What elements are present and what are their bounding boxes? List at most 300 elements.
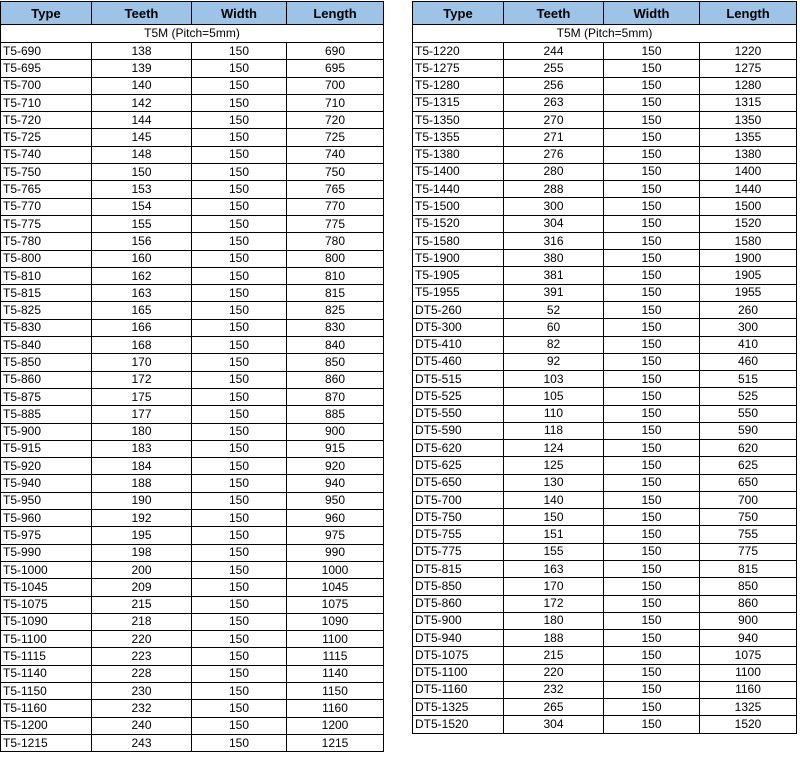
table-row: [1, 734, 384, 751]
cell-teeth: 153: [92, 181, 192, 198]
cell-type: DT5-940: [413, 630, 504, 647]
cell-length: 1115: [287, 648, 384, 665]
cell-length: 650: [700, 474, 797, 491]
cell-teeth: 195: [92, 527, 192, 544]
cell-type: DT5-900: [413, 612, 504, 629]
cell-width: 150: [604, 371, 700, 388]
cell-type: DT5-1520: [413, 716, 504, 733]
cell-type: T5-940: [1, 475, 92, 492]
table-row: [1, 596, 384, 613]
cell-width: 150: [192, 527, 287, 544]
table-row: [1, 302, 384, 319]
table-row: [1, 579, 384, 596]
cell-teeth: 223: [92, 648, 192, 665]
cell-type: T5-1000: [1, 561, 92, 578]
cell-length: 1900: [700, 250, 797, 267]
cell-length: 525: [700, 388, 797, 405]
cell-length: 590: [700, 422, 797, 439]
table-row: [1, 164, 384, 181]
table-row: [413, 388, 797, 405]
cell-teeth: 160: [92, 250, 192, 267]
cell-width: 150: [192, 198, 287, 215]
cell-type: DT5-620: [413, 440, 504, 457]
cell-type: T5-1140: [1, 665, 92, 682]
cell-type: T5-725: [1, 129, 92, 146]
cell-teeth: 170: [504, 578, 604, 595]
table-row: [1, 112, 384, 129]
cell-teeth: 256: [504, 77, 604, 94]
cell-teeth: 220: [504, 664, 604, 681]
table-row: [1, 682, 384, 699]
table-row: [1, 648, 384, 665]
cell-width: 150: [192, 112, 287, 129]
table-row: [413, 509, 797, 526]
cell-width: 150: [192, 682, 287, 699]
table-row: [1, 77, 384, 94]
table-row: [413, 612, 797, 629]
cell-length: 940: [700, 630, 797, 647]
cell-type: DT5-1100: [413, 664, 504, 681]
cell-length: 870: [287, 388, 384, 405]
cell-teeth: 190: [92, 492, 192, 509]
cell-length: 1580: [700, 232, 797, 249]
cell-width: 150: [604, 129, 700, 146]
table-row: [413, 371, 797, 388]
cell-length: 915: [287, 440, 384, 457]
cell-width: 150: [604, 336, 700, 353]
cell-teeth: 138: [92, 43, 192, 60]
cell-width: 150: [604, 422, 700, 439]
cell-teeth: 288: [504, 181, 604, 198]
cell-teeth: 110: [504, 405, 604, 422]
table-row: [413, 681, 797, 698]
table-row: [1, 510, 384, 527]
cell-type: DT5-625: [413, 457, 504, 474]
cell-width: 150: [604, 560, 700, 577]
header-length: Length: [287, 2, 384, 25]
cell-teeth: 265: [504, 699, 604, 716]
cell-length: 1280: [700, 77, 797, 94]
cell-type: T5-1160: [1, 700, 92, 717]
cell-type: T5-1380: [413, 146, 504, 163]
table-row: [413, 353, 797, 370]
cell-type: T5-1355: [413, 129, 504, 146]
cell-teeth: 192: [92, 510, 192, 527]
cell-length: 830: [287, 319, 384, 336]
cell-teeth: 148: [92, 146, 192, 163]
cell-type: T5-885: [1, 406, 92, 423]
cell-width: 150: [604, 612, 700, 629]
table-row: [1, 406, 384, 423]
cell-teeth: 140: [92, 77, 192, 94]
cell-type: T5-1350: [413, 112, 504, 129]
cell-teeth: 168: [92, 337, 192, 354]
cell-type: T5-950: [1, 492, 92, 509]
cell-teeth: 230: [92, 682, 192, 699]
cell-teeth: 52: [504, 301, 604, 318]
cell-teeth: 92: [504, 353, 604, 370]
cell-type: T5-815: [1, 285, 92, 302]
cell-width: 150: [192, 561, 287, 578]
cell-width: 150: [192, 285, 287, 302]
table-row: [1, 665, 384, 682]
cell-teeth: 380: [504, 250, 604, 267]
cell-width: 150: [604, 474, 700, 491]
cell-teeth: 162: [92, 267, 192, 284]
table-row: [413, 215, 797, 232]
cell-teeth: 243: [92, 734, 192, 751]
table-row: [1, 527, 384, 544]
cell-teeth: 154: [92, 198, 192, 215]
cell-length: 780: [287, 233, 384, 250]
cell-teeth: 391: [504, 284, 604, 301]
table-row: [1, 181, 384, 198]
cell-teeth: 180: [92, 423, 192, 440]
table-row: [413, 526, 797, 543]
table-row: [413, 647, 797, 664]
cell-type: T5-1220: [413, 43, 504, 60]
cell-type: T5-1150: [1, 682, 92, 699]
cell-type: T5-915: [1, 440, 92, 457]
cell-type: T5-780: [1, 233, 92, 250]
table-row: [413, 440, 797, 457]
cell-length: 460: [700, 353, 797, 370]
cell-width: 150: [192, 388, 287, 405]
table-row: [413, 319, 797, 336]
cell-width: 150: [192, 406, 287, 423]
cell-teeth: 155: [92, 215, 192, 232]
cell-width: 150: [192, 77, 287, 94]
cell-length: 1075: [700, 647, 797, 664]
table-row: [1, 613, 384, 630]
cell-type: T5-850: [1, 354, 92, 371]
table-row: [413, 129, 797, 146]
cell-type: T5-990: [1, 544, 92, 561]
cell-type: DT5-775: [413, 543, 504, 560]
cell-length: 750: [700, 509, 797, 526]
cell-width: 150: [604, 630, 700, 647]
cell-length: 990: [287, 544, 384, 561]
header-type: Type: [1, 2, 92, 25]
cell-width: 150: [192, 337, 287, 354]
cell-type: T5-810: [1, 267, 92, 284]
cell-length: 300: [700, 319, 797, 336]
cell-teeth: 166: [92, 319, 192, 336]
table-row: [413, 146, 797, 163]
cell-length: 840: [287, 337, 384, 354]
cell-teeth: 155: [504, 543, 604, 560]
cell-teeth: 228: [92, 665, 192, 682]
cell-length: 1090: [287, 613, 384, 630]
cell-length: 1355: [700, 129, 797, 146]
cell-width: 150: [192, 458, 287, 475]
cell-width: 150: [604, 457, 700, 474]
cell-length: 750: [287, 164, 384, 181]
cell-width: 150: [192, 717, 287, 734]
cell-length: 700: [287, 77, 384, 94]
cell-type: DT5-750: [413, 509, 504, 526]
cell-length: 1520: [700, 716, 797, 733]
cell-teeth: 165: [92, 302, 192, 319]
cell-length: 1160: [287, 700, 384, 717]
cell-teeth: 144: [92, 112, 192, 129]
cell-length: 695: [287, 60, 384, 77]
cell-teeth: 139: [92, 60, 192, 77]
table-row: [413, 43, 797, 60]
cell-length: 1520: [700, 215, 797, 232]
cell-width: 150: [192, 734, 287, 751]
header-type: Type: [413, 2, 504, 25]
cell-teeth: 240: [92, 717, 192, 734]
cell-type: T5-775: [1, 215, 92, 232]
table-row: [1, 561, 384, 578]
cell-type: DT5-815: [413, 560, 504, 577]
cell-length: 885: [287, 406, 384, 423]
table-row: [413, 267, 797, 284]
cell-width: 150: [192, 475, 287, 492]
cell-length: 1220: [700, 43, 797, 60]
cell-width: 150: [604, 198, 700, 215]
cell-teeth: 177: [92, 406, 192, 423]
header-teeth: Teeth: [92, 2, 192, 25]
cell-length: 1075: [287, 596, 384, 613]
cell-teeth: 255: [504, 60, 604, 77]
cell-type: T5-975: [1, 527, 92, 544]
cell-width: 150: [192, 146, 287, 163]
table-row: [1, 440, 384, 457]
cell-type: DT5-700: [413, 491, 504, 508]
cell-width: 150: [192, 60, 287, 77]
table-row: [413, 457, 797, 474]
cell-teeth: 118: [504, 422, 604, 439]
table-row: [1, 492, 384, 509]
cell-teeth: 180: [504, 612, 604, 629]
cell-type: T5-740: [1, 146, 92, 163]
cell-width: 150: [192, 302, 287, 319]
right-belt-table: [412, 1, 797, 734]
table-row: [413, 474, 797, 491]
table-subtitle: T5M (Pitch=5mm): [1, 25, 384, 43]
cell-length: 1100: [700, 664, 797, 681]
cell-length: 410: [700, 336, 797, 353]
cell-teeth: 280: [504, 163, 604, 180]
cell-type: T5-1905: [413, 267, 504, 284]
cell-teeth: 172: [92, 371, 192, 388]
cell-teeth: 220: [92, 631, 192, 648]
cell-length: 815: [700, 560, 797, 577]
cell-teeth: 276: [504, 146, 604, 163]
cell-width: 150: [604, 526, 700, 543]
cell-length: 975: [287, 527, 384, 544]
cell-width: 150: [192, 267, 287, 284]
table-row: [413, 405, 797, 422]
cell-width: 150: [604, 250, 700, 267]
cell-teeth: 60: [504, 319, 604, 336]
table-row: [1, 544, 384, 561]
cell-teeth: 304: [504, 716, 604, 733]
cell-width: 150: [192, 700, 287, 717]
cell-type: T5-1090: [1, 613, 92, 630]
cell-width: 150: [192, 544, 287, 561]
cell-length: 1100: [287, 631, 384, 648]
cell-width: 150: [604, 112, 700, 129]
cell-width: 150: [192, 596, 287, 613]
cell-length: 260: [700, 301, 797, 318]
cell-width: 150: [604, 647, 700, 664]
cell-width: 150: [604, 319, 700, 336]
table-row: [1, 319, 384, 336]
cell-teeth: 381: [504, 267, 604, 284]
table-row: [1, 60, 384, 77]
cell-teeth: 316: [504, 232, 604, 249]
table-row: [413, 560, 797, 577]
cell-type: DT5-410: [413, 336, 504, 353]
cell-type: DT5-300: [413, 319, 504, 336]
cell-width: 150: [192, 233, 287, 250]
header-length: Length: [700, 2, 797, 25]
cell-length: 710: [287, 94, 384, 111]
cell-type: DT5-650: [413, 474, 504, 491]
cell-width: 150: [192, 43, 287, 60]
table-row: [1, 146, 384, 163]
cell-teeth: 304: [504, 215, 604, 232]
cell-teeth: 270: [504, 112, 604, 129]
cell-width: 150: [192, 492, 287, 509]
cell-type: T5-720: [1, 112, 92, 129]
cell-width: 150: [604, 60, 700, 77]
left-belt-table: [0, 1, 384, 752]
table-row: [1, 423, 384, 440]
cell-type: T5-1075: [1, 596, 92, 613]
table-row: [413, 422, 797, 439]
table-row: [413, 198, 797, 215]
cell-length: 770: [287, 198, 384, 215]
cell-length: 1140: [287, 665, 384, 682]
table-row: [1, 458, 384, 475]
subtitle-row: [1, 25, 384, 43]
cell-length: 765: [287, 181, 384, 198]
cell-length: 1150: [287, 682, 384, 699]
table-row: [413, 94, 797, 111]
table-row: [413, 232, 797, 249]
cell-teeth: 172: [504, 595, 604, 612]
cell-length: 755: [700, 526, 797, 543]
cell-width: 150: [604, 440, 700, 457]
cell-type: DT5-860: [413, 595, 504, 612]
cell-type: T5-840: [1, 337, 92, 354]
cell-width: 150: [604, 664, 700, 681]
cell-type: T5-875: [1, 388, 92, 405]
cell-type: DT5-525: [413, 388, 504, 405]
cell-width: 150: [604, 543, 700, 560]
cell-length: 1380: [700, 146, 797, 163]
cell-teeth: 200: [92, 561, 192, 578]
cell-width: 150: [192, 579, 287, 596]
cell-length: 550: [700, 405, 797, 422]
cell-length: 1315: [700, 94, 797, 111]
cell-length: 700: [700, 491, 797, 508]
cell-type: T5-765: [1, 181, 92, 198]
cell-type: DT5-1160: [413, 681, 504, 698]
cell-length: 1955: [700, 284, 797, 301]
cell-teeth: 145: [92, 129, 192, 146]
cell-type: T5-1955: [413, 284, 504, 301]
cell-length: 850: [287, 354, 384, 371]
cell-length: 1000: [287, 561, 384, 578]
cell-width: 150: [604, 232, 700, 249]
cell-teeth: 215: [92, 596, 192, 613]
header-row: [1, 2, 384, 25]
cell-length: 1275: [700, 60, 797, 77]
table-row: [1, 631, 384, 648]
cell-width: 150: [604, 43, 700, 60]
cell-type: T5-1100: [1, 631, 92, 648]
cell-width: 150: [604, 509, 700, 526]
cell-width: 150: [192, 371, 287, 388]
table-row: [1, 354, 384, 371]
cell-teeth: 125: [504, 457, 604, 474]
cell-length: 620: [700, 440, 797, 457]
cell-length: 960: [287, 510, 384, 527]
cell-type: T5-825: [1, 302, 92, 319]
cell-width: 150: [604, 595, 700, 612]
cell-width: 150: [604, 491, 700, 508]
cell-length: 950: [287, 492, 384, 509]
cell-type: T5-1275: [413, 60, 504, 77]
cell-teeth: 215: [504, 647, 604, 664]
table-row: [413, 491, 797, 508]
cell-length: 1160: [700, 681, 797, 698]
table-row: [1, 94, 384, 111]
cell-length: 940: [287, 475, 384, 492]
cell-width: 150: [604, 267, 700, 284]
cell-type: T5-700: [1, 77, 92, 94]
cell-type: T5-1115: [1, 648, 92, 665]
cell-teeth: 271: [504, 129, 604, 146]
table-row: [1, 475, 384, 492]
cell-length: 815: [287, 285, 384, 302]
table-row: [413, 595, 797, 612]
cell-width: 150: [192, 164, 287, 181]
cell-length: 1350: [700, 112, 797, 129]
cell-width: 150: [192, 440, 287, 457]
cell-teeth: 244: [504, 43, 604, 60]
cell-type: T5-1440: [413, 181, 504, 198]
cell-width: 150: [604, 163, 700, 180]
cell-length: 1905: [700, 267, 797, 284]
cell-type: T5-1520: [413, 215, 504, 232]
table-row: [1, 250, 384, 267]
table-subtitle: T5M (Pitch=5mm): [413, 25, 797, 43]
cell-teeth: 263: [504, 94, 604, 111]
cell-teeth: 184: [92, 458, 192, 475]
table-row: [413, 163, 797, 180]
cell-type: DT5-460: [413, 353, 504, 370]
cell-length: 810: [287, 267, 384, 284]
cell-teeth: 103: [504, 371, 604, 388]
table-row: [413, 716, 797, 733]
cell-width: 150: [192, 423, 287, 440]
cell-width: 150: [604, 94, 700, 111]
cell-width: 150: [192, 94, 287, 111]
cell-type: T5-960: [1, 510, 92, 527]
cell-type: T5-1580: [413, 232, 504, 249]
cell-length: 1200: [287, 717, 384, 734]
cell-type: T5-1280: [413, 77, 504, 94]
cell-length: 825: [287, 302, 384, 319]
table-row: [413, 181, 797, 198]
cell-teeth: 232: [92, 700, 192, 717]
